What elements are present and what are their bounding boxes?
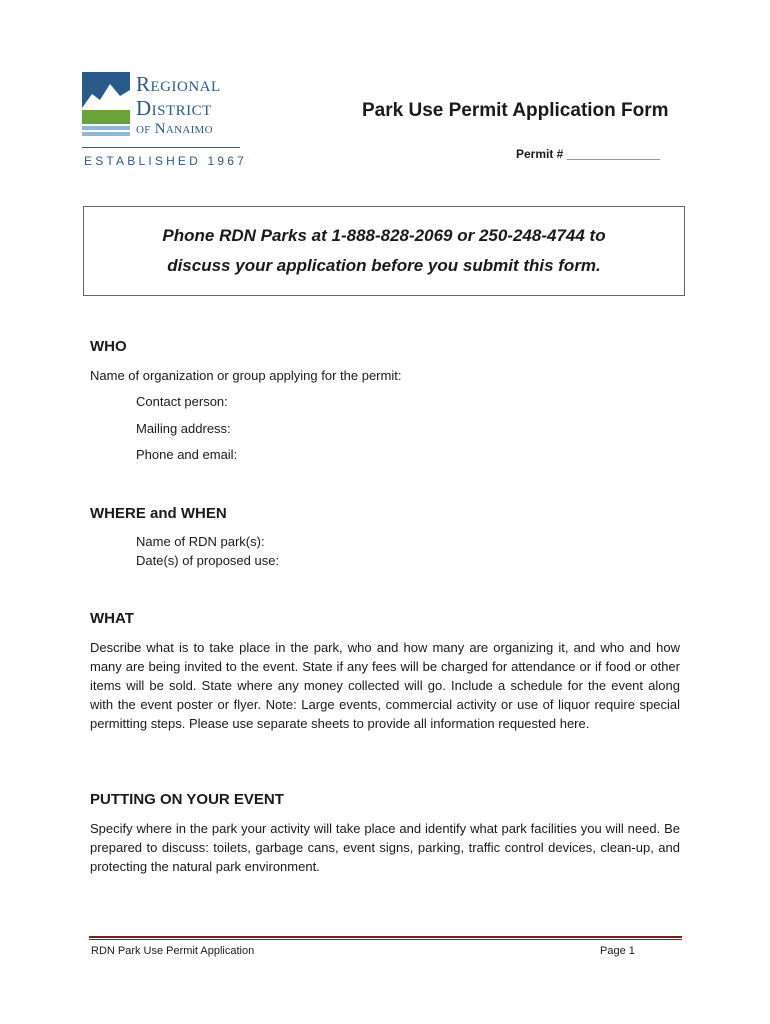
putting-on-event-description: Specify where in the park your activity will take place and identify what park facilities you will need. Be prepared to discuss: toilets, garbage cans, event signs, parking, traffic control devices, clean-up, and protecting the natural park environment. [90,821,680,874]
footer-document-name: RDN Park Use Permit Application [91,945,255,957]
dates-label: Date(s) of proposed use: [136,553,280,568]
footer-page-number: Page 1 [600,945,635,957]
form-title: Park Use Permit Application Form [362,100,669,121]
phone-email-label: Phone and email: [136,447,238,462]
park-name-label: Name of RDN park(s): [136,534,265,549]
logo-established: ESTABLISHED 1967 [84,154,248,168]
permit-number-field: Permit # ______________ [516,147,661,161]
footer-divider [89,936,682,938]
logo-line-district: District [136,96,212,120]
what-description: Describe what is to take place in the park, who and how many are organizing it, and who and how many are being invited to the event. State if any fees will be charged for attendance or if food or other items will be sold. State where any money collected will go. Include a schedule for the event along with the event poster or flyer. Note: Large events, commercial activity or use of liquor require special permitting steps. Please use separate sheets to provide all information requested here. [90,640,680,731]
contact-person-label: Contact person: [136,394,228,409]
who-heading: WHO [90,338,127,355]
footer-divider-thin [89,939,682,940]
phone-callout-box [83,206,685,296]
callout-line-2: discuss your application before you submit this form. [167,256,601,275]
what-heading: WHAT [90,610,134,627]
mailing-address-label: Mailing address: [136,421,231,436]
logo-line-nanaimo: of Nanaimo [136,121,213,137]
org-name-label: Name of organization or group applying for the permit: [90,368,402,383]
logo-divider [82,147,240,148]
logo-line-regional: Regional [136,72,221,96]
callout-line-1: Phone RDN Parks at 1-888-828-2069 or 250-248-4744 to [162,226,606,245]
mountain-logo-icon [82,72,130,138]
putting-on-event-heading: PUTTING ON YOUR EVENT [90,791,284,808]
rdn-logo [82,68,248,172]
where-when-heading: WHERE and WHEN [90,505,227,522]
